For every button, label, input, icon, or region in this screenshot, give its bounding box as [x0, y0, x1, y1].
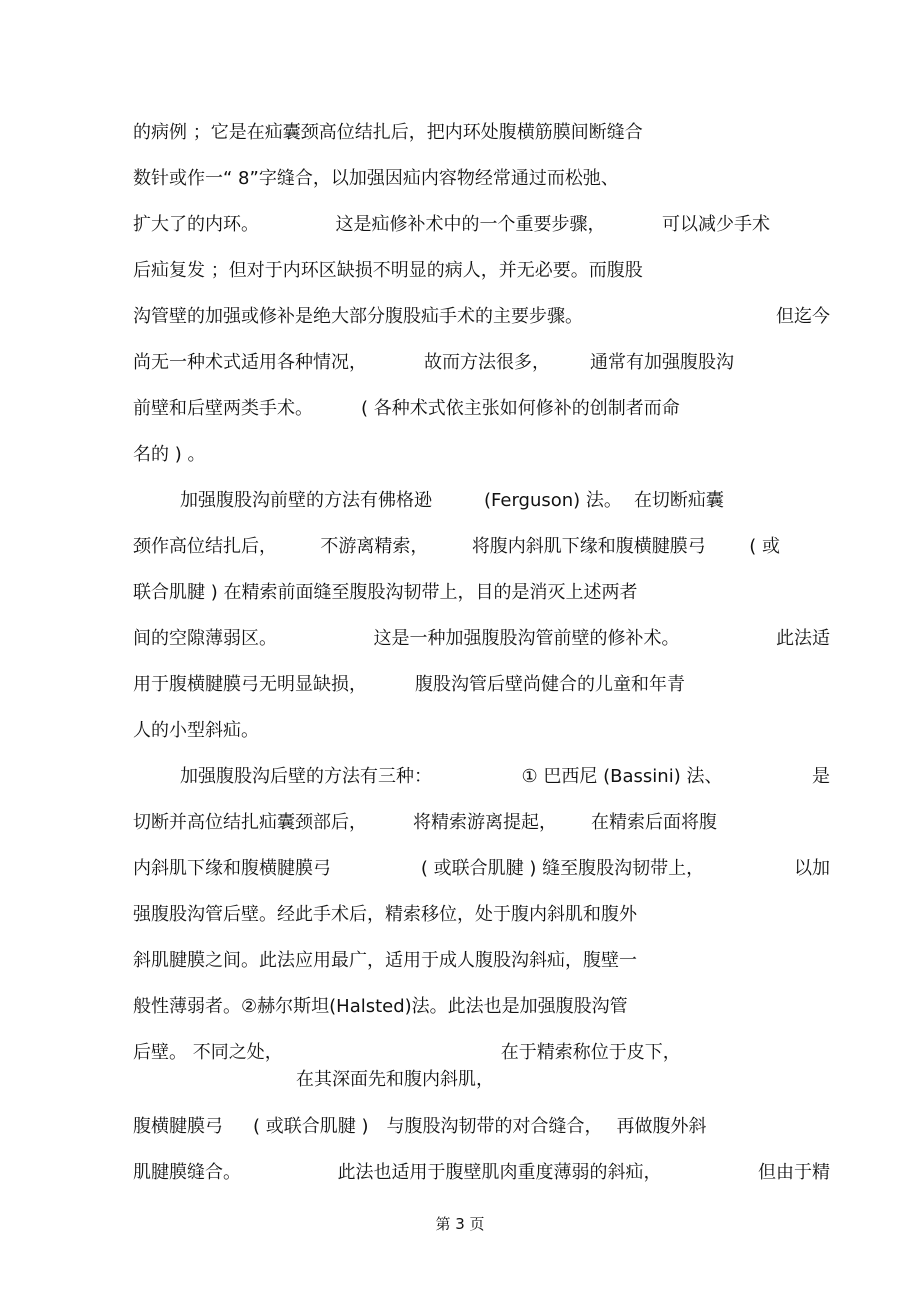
- text-segment: 腹横腱膜弓: [133, 1116, 223, 1137]
- text-segment: 颈作高位结扎后，: [133, 536, 277, 557]
- text-line-5: [133, 305, 830, 329]
- text-segment: 用于腹横腱膜弓无明显缺损，: [133, 674, 367, 695]
- text-segment: 这是疝修补术中的一个重要步骤，: [335, 214, 606, 235]
- text-line-22: [296, 1068, 830, 1092]
- text-line-10: [133, 535, 780, 559]
- text-segment: 腹股沟管后壁尚健合的儿童和年青: [415, 674, 685, 695]
- text-segment: 内斜肌下缘和腹横腱膜弓: [133, 858, 331, 879]
- text-segment: 尚无一种术式适用各种情况，: [133, 352, 367, 373]
- text-line-23: [133, 1115, 830, 1139]
- text-segment: ( 或: [749, 536, 780, 557]
- text-line-6: [133, 351, 830, 375]
- text-segment: (Ferguson) 法。: [484, 490, 622, 511]
- text-segment: 以加: [794, 858, 830, 879]
- text-segment: 数针或作一“ 8”字缝合，以加强因疝内容物经常通过而松弛、: [133, 168, 619, 189]
- text-line-3: [133, 213, 830, 237]
- text-segment: 加强腹股沟后壁的方法有三种：: [180, 766, 432, 787]
- text-segment: 扩大了的内环。: [133, 214, 259, 235]
- text-segment: 人的小型斜疝。: [133, 720, 259, 741]
- text-segment: 再做腹外斜: [616, 1116, 707, 1137]
- text-segment: 是: [812, 766, 830, 787]
- text-segment: 在切断疝囊: [633, 490, 724, 511]
- text-segment: 加强腹股沟前壁的方法有佛格逊: [180, 490, 432, 511]
- text-line-8: [133, 443, 830, 467]
- text-line-9: [180, 489, 830, 513]
- text-segment: 通常有加强腹股沟: [590, 352, 734, 373]
- text-line-19: [133, 949, 830, 973]
- text-segment: 此法适: [776, 628, 830, 649]
- text-segment: ( 或联合肌腱 ): [253, 1116, 369, 1137]
- text-segment: 的病例 ；它是在疝囊颈高位结扎后，把内环处腹横筋膜间断缝合: [133, 122, 643, 143]
- text-line-7: [133, 397, 830, 421]
- text-line-4: [133, 259, 830, 283]
- text-segment: 前壁和后壁两类手术。: [133, 398, 313, 419]
- text-segment: 在于精索称位于皮下，: [500, 1042, 681, 1063]
- text-line-11: [133, 581, 830, 605]
- text-segment: 联合肌腱 ) 在精索前面缝至腹股沟韧带上，目的是消灭上述两者: [133, 582, 638, 603]
- text-segment: 此法也适用于腹壁肌肉重度薄弱的斜疝，: [337, 1162, 662, 1183]
- text-segment: 斜肌腱膜之间。此法应用最广，适用于成人腹股沟斜疝，腹壁一: [133, 950, 637, 971]
- text-segment: 将腹内斜肌下缘和腹横腱膜弓: [471, 536, 706, 557]
- text-line-13: [133, 673, 830, 697]
- text-segment: 切断并高位结扎疝囊颈部后，: [133, 812, 367, 833]
- text-line-18: [133, 903, 830, 927]
- text-line-1: [133, 121, 830, 145]
- text-segment: 故而方法很多，: [424, 352, 550, 373]
- text-line-21: [133, 1041, 830, 1065]
- text-segment: 这是一种加强腹股沟管前壁的修补术。: [373, 628, 680, 649]
- text-segment: 但由于精: [758, 1162, 830, 1183]
- text-line-15: [180, 765, 830, 789]
- text-segment: 可以减少手术: [662, 214, 770, 235]
- text-segment: 将精索游离提起，: [413, 812, 557, 833]
- text-line-12: [133, 627, 830, 651]
- text-segment: 在其深面先和腹内斜肌，: [296, 1069, 494, 1090]
- text-segment: 但迄今: [776, 306, 830, 327]
- text-line-24: [133, 1161, 830, 1185]
- text-segment: 强腹股沟管后壁。经此手术后，精索移位，处于腹内斜肌和腹外: [133, 904, 637, 925]
- text-line-16: [133, 811, 830, 835]
- text-segment: 间的空隙薄弱区。: [133, 628, 277, 649]
- text-segment: 后疝复发 ；但对于内环区缺损不明显的病人，并无必要。而腹股: [133, 260, 643, 281]
- text-segment: ( 各种术式依主张如何修补的创制者而命: [361, 398, 680, 419]
- text-line-14: [133, 719, 830, 743]
- text-segment: 般性薄弱者。②赫尔斯坦(Halsted)法。此法也是加强腹股沟管: [133, 996, 628, 1017]
- text-segment: 后壁。 不同之处，: [133, 1042, 283, 1063]
- text-segment: 不游离精索，: [320, 536, 429, 557]
- text-line-2: [133, 167, 830, 191]
- text-line-17: [133, 857, 830, 881]
- text-segment: ( 或联合肌腱 ) 缝至腹股沟韧带上，: [420, 858, 705, 879]
- text-line-20: [133, 995, 830, 1019]
- page-number: 第 3 页: [435, 1215, 485, 1233]
- text-segment: 与腹股沟韧带的对合缝合，: [386, 1116, 603, 1137]
- text-segment: 在精索后面将腹: [591, 812, 717, 833]
- text-segment: ① 巴西尼 (Bassini) 法、: [521, 766, 723, 787]
- text-segment: 名的 ) 。: [133, 444, 206, 465]
- text-segment: 肌腱膜缝合。: [133, 1162, 241, 1183]
- text-segment: 沟管壁的加强或修补是绝大部分腹股疝手术的主要步骤。: [133, 306, 583, 327]
